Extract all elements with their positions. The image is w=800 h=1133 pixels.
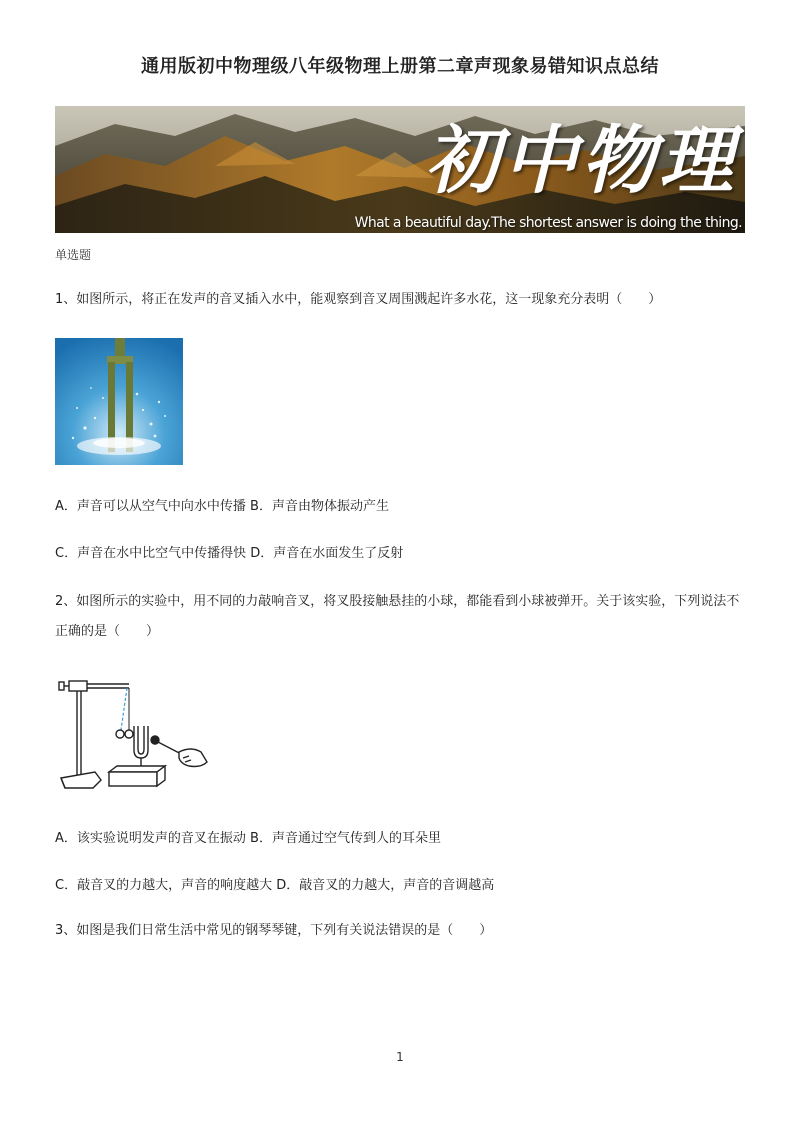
document-title: 通用版初中物理级八年级物理上册第二章声现象易错知识点总结 [141, 56, 659, 77]
question-2-options-row-2: C．敲音叉的力越大，声音的响度越大 D．敲音叉的力越大，声音的音调越高 [55, 878, 495, 893]
question-2-text: 2、如图所示的实验中，用不同的力敲响音叉，将叉股接触悬挂的小球，都能看到小球被弹开。关于该实验，下列说法不正确的是（ ） [55, 594, 740, 639]
question-1-text: 1、如图所示，将正在发声的音叉插入水中，能观察到音叉周围溅起许多水花，这一现象充分表明（ ） [55, 292, 662, 307]
question-1-options-row-2: C．声音在水中比空气中传播得快 D．声音在水面发生了反射 [55, 546, 404, 561]
banner-title: 初中物理 [425, 118, 737, 204]
tuning-fork-pendulum-diagram [55, 672, 215, 794]
question-2-options-row-1: A．该实验说明发声的音叉在振动 B．声音通过空气传到人的耳朵里 [55, 831, 441, 846]
banner-image [55, 106, 745, 233]
section-label: 单选题 [55, 248, 92, 262]
question-3-text: 3、如图是我们日常生活中常见的钢琴琴键，下列有关说法错误的是（ ） [55, 923, 493, 938]
banner-subtitle: What a beautiful day.The shortest answer is doing the thing. [354, 215, 742, 231]
question-1-options-row-1: A．声音可以从空气中向水中传播 B．声音由物体振动产生 [55, 499, 389, 514]
page-number: 1 [396, 1050, 404, 1064]
tuning-fork-in-water-picture [55, 338, 183, 465]
